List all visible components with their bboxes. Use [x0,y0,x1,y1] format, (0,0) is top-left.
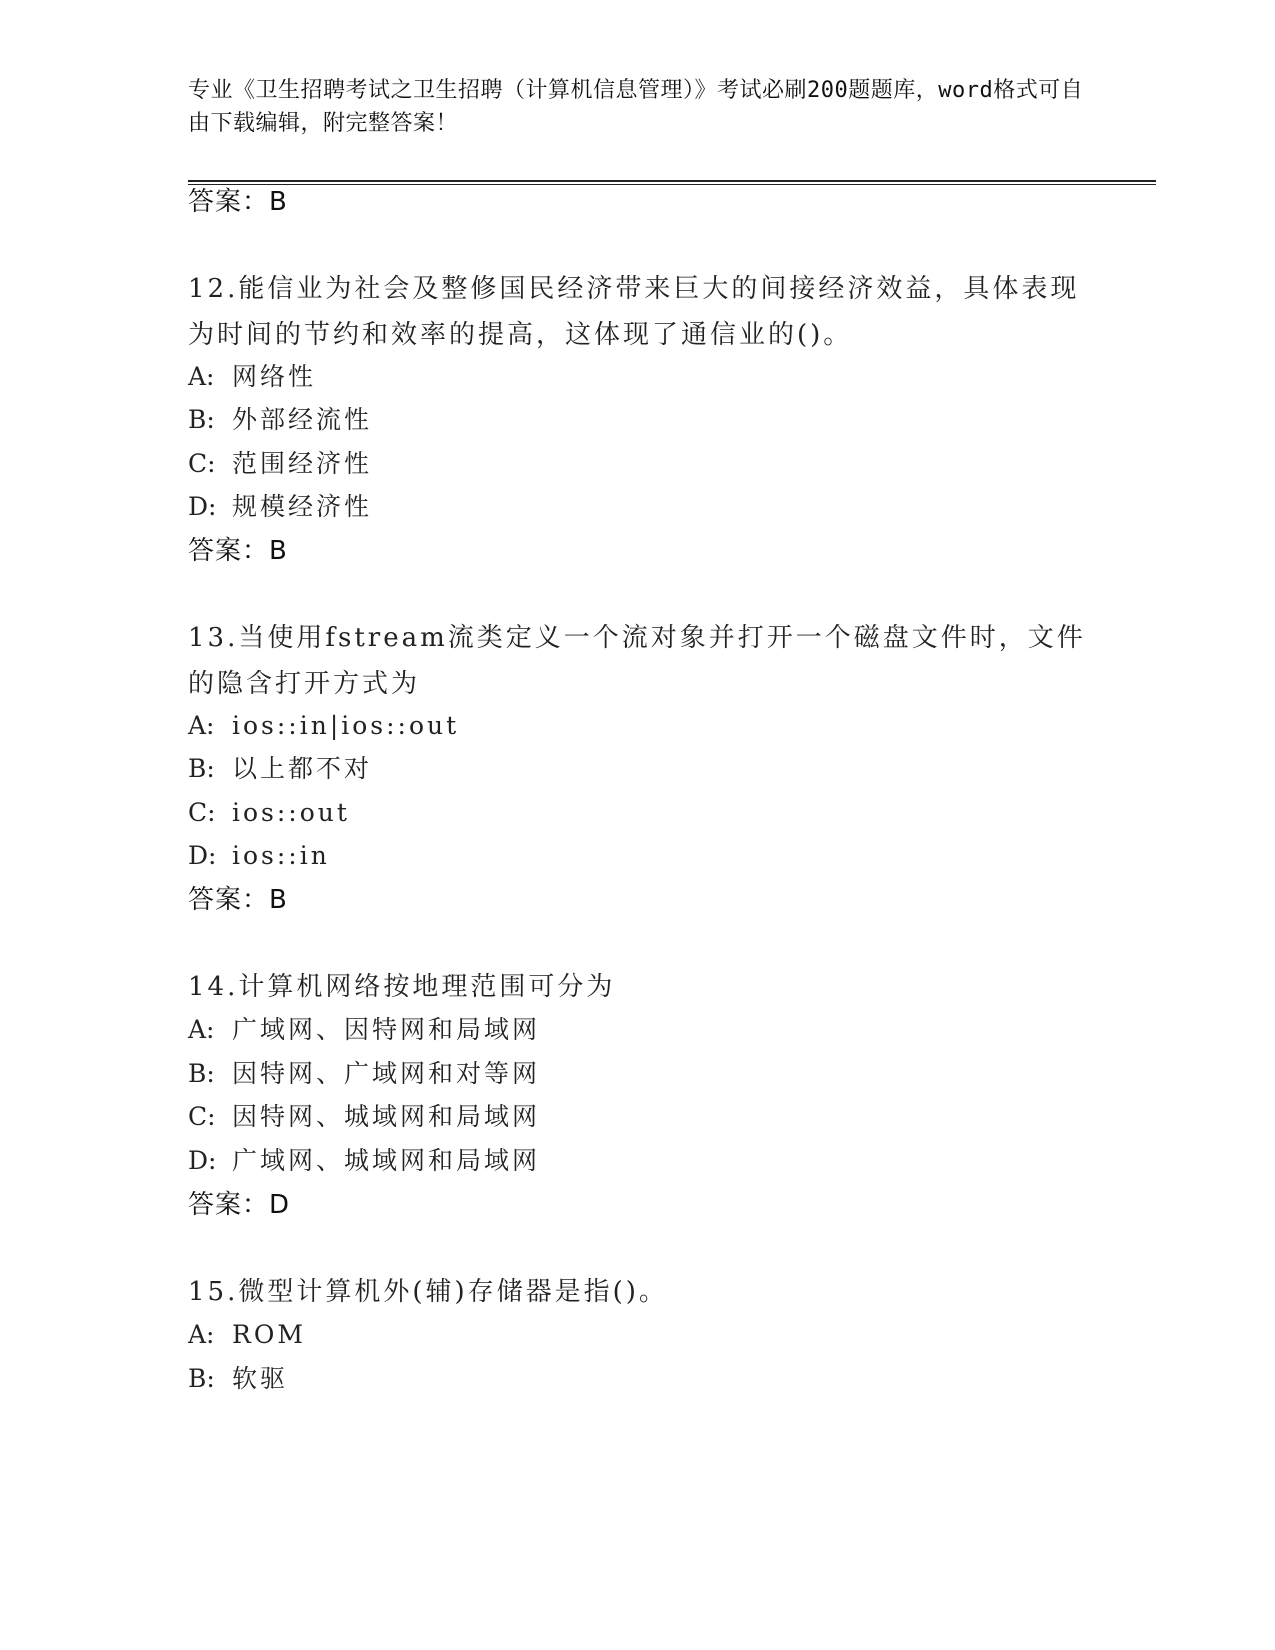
option-text: 范围经济性 [232,449,373,478]
option-letter: A: [188,362,215,391]
question-15-text: 15.微型计算机外(辅)存储器是指()。 [188,1277,668,1307]
question-12-option-d [188,490,372,524]
question-15-option-a [188,1318,306,1352]
option-letter: B: [188,405,215,434]
option-letter: B: [188,1059,215,1088]
option-letter: C: [188,449,216,478]
option-letter: C: [188,798,216,827]
option-text: 外部经流性 [232,405,373,434]
option-text: ios::in|ios::out [232,711,460,740]
option-text: 广域网、城域网和局域网 [232,1146,541,1175]
option-text: ios::out [232,798,350,827]
option-letter: A: [188,711,215,740]
question-14-option-d [188,1144,540,1178]
option-text: 广域网、因特网和局域网 [232,1015,541,1044]
question-12-text: 12.能信业为社会及整修国民经济带来巨大的间接经济效益，具体表现为时间的节约和效率的提高，这体现了通信业的()。 [188,274,1080,350]
option-letter: D: [188,1146,217,1175]
option-text: 规模经济性 [232,492,373,521]
option-letter: D: [188,841,217,870]
question-14-option-b [188,1057,540,1091]
option-letter: A: [188,1320,215,1349]
question-13-text: 13.当使用fstream流类定义一个流对象并打开一个磁盘文件时，文件的隐含打开方式为 [188,623,1086,699]
header-divider-thin [188,184,1156,185]
previous-answer: 答案：B [188,187,288,217]
question-14-answer: 答案：D [188,1190,291,1220]
header-note: 专业《卫生招聘考试之卫生招聘（计算机信息管理）》考试必刷200题题库，word格式可自由下载编辑，附完整答案！ [188,78,1084,136]
option-text: 因特网、广域网和对等网 [232,1059,541,1088]
question-14-text: 14.计算机网络按地理范围可分为 [188,972,616,1002]
option-text: ios::in [232,841,330,870]
question-14-option-a [188,1013,540,1047]
question-12-option-a [188,360,316,394]
question-12-answer: 答案：B [188,536,288,566]
option-text: 网络性 [232,362,317,391]
question-14-option-c [188,1100,540,1134]
option-letter: C: [188,1102,216,1131]
question-12-option-c [188,447,372,481]
question-13-answer: 答案：B [188,885,288,915]
option-text: ROM [232,1320,306,1349]
question-15-option-b [188,1362,288,1396]
option-letter: D: [188,492,217,521]
question-13-option-b [188,752,372,786]
option-letter: A: [188,1015,215,1044]
option-letter: B: [188,1364,215,1393]
option-text: 以上都不对 [232,754,373,783]
option-text: 软驱 [232,1364,289,1393]
question-13-option-d [188,839,330,873]
question-12-option-b [188,403,372,437]
header-divider [188,180,1156,182]
question-13-option-c [188,796,350,830]
question-13-option-a [188,709,459,743]
option-letter: B: [188,754,215,783]
option-text: 因特网、城域网和局域网 [232,1102,541,1131]
